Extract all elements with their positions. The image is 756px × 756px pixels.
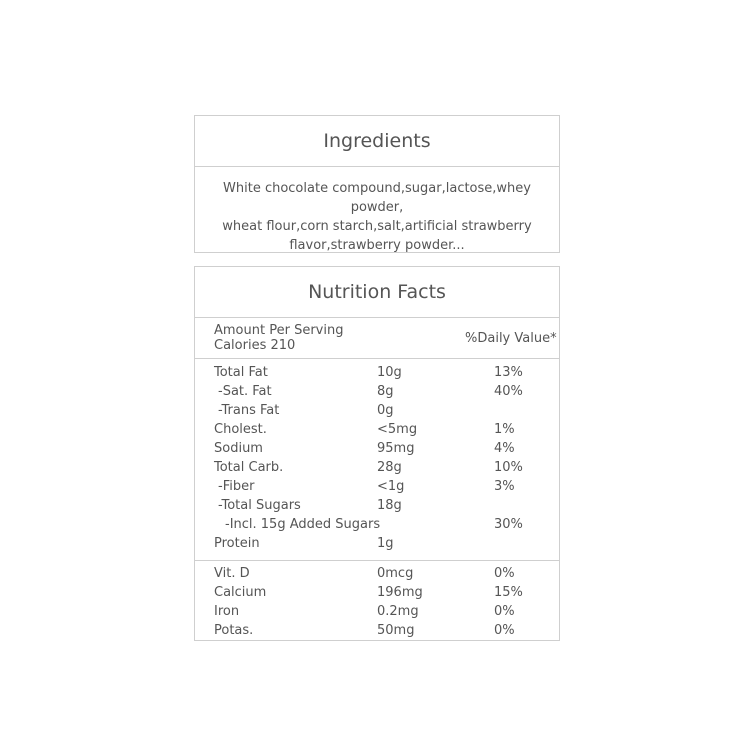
nutrient-name: -Fiber [218, 479, 255, 494]
vitamin-amount: 50mg [377, 623, 415, 638]
nutrient-daily-value: 3% [494, 479, 515, 494]
nutrient-amount: 10g [377, 365, 402, 380]
ingredients-line: White chocolate compound,sugar,lactose,whey powder, [223, 181, 531, 215]
vitamin-table [195, 561, 559, 640]
vitamin-name: Vit. D [214, 566, 250, 581]
ingredients-panel [194, 115, 560, 253]
nutrient-row [195, 382, 559, 401]
nutrient-name: -Incl. 15g Added Sugars [225, 517, 381, 532]
nutrient-row [195, 363, 559, 382]
ingredients-line: flavor,strawberry powder... [289, 238, 465, 253]
vitamin-daily-value: 0% [494, 604, 515, 619]
nutrient-amount: 1g [377, 536, 394, 551]
nutrient-name: Total Carb. [214, 460, 284, 475]
nutrient-amount: <1g [377, 479, 405, 494]
vitamin-amount: 0mcg [377, 566, 414, 581]
nutrient-amount: 18g [377, 498, 402, 513]
nutrient-name: Cholest. [214, 422, 267, 437]
nutrient-daily-value: 30% [494, 517, 523, 532]
vitamin-daily-value: 0% [494, 566, 515, 581]
vitamin-row [195, 621, 559, 640]
ingredients-line: wheat flour,corn starch,salt,artificial strawberry [222, 219, 532, 234]
vitamin-daily-value: 15% [494, 585, 523, 600]
nutrient-amount: 0g [377, 403, 394, 418]
nutrient-daily-value: 1% [494, 422, 515, 437]
nutrient-amount: 95mg [377, 441, 415, 456]
nutrient-table [195, 359, 559, 561]
nutrient-row [195, 420, 559, 439]
serving-info [195, 318, 559, 359]
nutrient-row [195, 534, 559, 553]
nutrient-name: Total Fat [214, 365, 268, 380]
nutrient-name: Sodium [214, 441, 263, 456]
calories: Calories 210 [214, 338, 296, 353]
vitamin-name: Potas. [214, 623, 254, 638]
amount-per-serving: Amount Per Serving [214, 323, 344, 338]
nutrient-daily-value: 4% [494, 441, 515, 456]
nutrient-row [195, 477, 559, 496]
vitamin-daily-value: 0% [494, 623, 515, 638]
vitamin-amount: 196mg [377, 585, 423, 600]
nutrient-name: -Total Sugars [218, 498, 301, 513]
vitamin-row [195, 602, 559, 621]
nutrient-amount: 8g [377, 384, 394, 399]
nutrient-amount: <5mg [377, 422, 418, 437]
nutrient-row [195, 496, 559, 515]
nutrient-name: Protein [214, 536, 260, 551]
ingredients-text [195, 167, 559, 255]
vitamin-name: Iron [214, 604, 240, 619]
vitamin-name: Calcium [214, 585, 267, 600]
vitamin-row [195, 583, 559, 602]
vitamin-row [195, 564, 559, 583]
nutrient-amount: 28g [377, 460, 402, 475]
nutrient-daily-value: 40% [494, 384, 523, 399]
nutrient-daily-value: 10% [494, 460, 523, 475]
daily-value-header: %Daily Value* [465, 331, 557, 346]
vitamin-amount: 0.2mg [377, 604, 419, 619]
nutrient-name: -Trans Fat [218, 403, 280, 418]
nutrient-row [195, 401, 559, 420]
nutrient-daily-value: 13% [494, 365, 523, 380]
nutrition-title: Nutrition Facts [195, 267, 559, 318]
ingredients-title: Ingredients [195, 116, 559, 167]
nutrient-row [195, 515, 559, 534]
nutrient-name: -Sat. Fat [218, 384, 272, 399]
nutrition-facts-panel [194, 266, 560, 641]
nutrient-row [195, 439, 559, 458]
nutrient-row [195, 458, 559, 477]
